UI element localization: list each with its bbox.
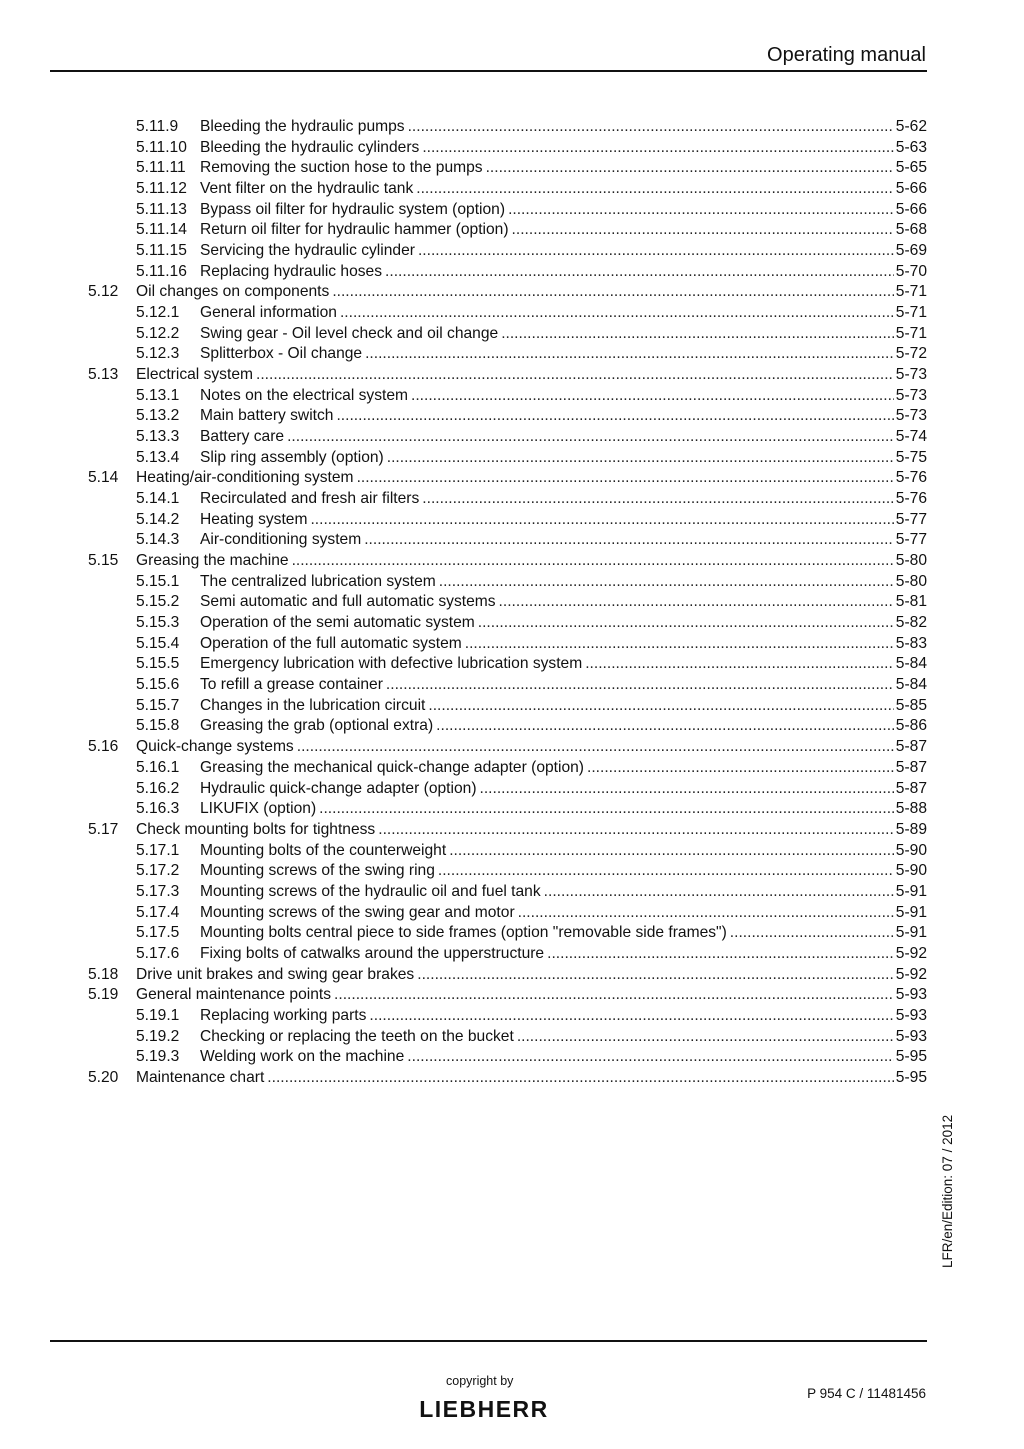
brand-wordmark: LIEBHERR: [419, 1398, 549, 1420]
toc-title-leader: [200, 758, 894, 779]
toc-number: 5.16: [88, 738, 119, 756]
toc-dot-leader: [417, 965, 894, 986]
toc-dot-leader: [730, 923, 894, 944]
toc-page-number: 5-87: [895, 738, 927, 756]
toc-section: [0, 365, 1024, 386]
toc-number: 5.11.12: [136, 180, 187, 198]
toc-dot-leader: [547, 944, 894, 965]
toc-title-leader: [200, 510, 894, 531]
toc-title-leader: [200, 427, 894, 448]
toc-page-number: 5-86: [895, 717, 927, 735]
toc-title: Notes on the electrical system: [200, 386, 411, 407]
toc-section: [0, 468, 1024, 489]
toc-dot-leader: [385, 262, 894, 283]
toc-number: 5.20: [88, 1068, 119, 1086]
toc-section: [0, 282, 1024, 303]
toc-page-number: 5-93: [895, 1027, 927, 1045]
toc-title-leader: [136, 820, 894, 841]
toc-dot-leader: [428, 696, 894, 717]
toc-section: [0, 965, 1024, 986]
toc-title: General information: [200, 303, 340, 324]
toc-title: Vent filter on the hydraulic tank: [200, 179, 416, 200]
toc-number: 5.12.2: [136, 324, 180, 342]
page-title: Operating manual: [767, 44, 926, 66]
toc-number: 5.16.1: [136, 758, 180, 776]
toc-title: Battery care: [200, 427, 287, 448]
toc-subsection: [0, 344, 1024, 365]
toc-page-number: 5-74: [895, 428, 927, 446]
toc-title-leader: [200, 489, 894, 510]
toc-dot-leader: [336, 406, 894, 427]
toc-title: Fixing bolts of catwalks around the upperstructure: [200, 944, 547, 965]
toc-section: [0, 1068, 1024, 1089]
toc-page-number: 5-83: [895, 634, 927, 652]
toc-page-number: 5-77: [895, 531, 927, 549]
header-rule: [50, 70, 927, 72]
toc-page-number: 5-71: [895, 324, 927, 342]
toc-dot-leader: [517, 1027, 894, 1048]
toc-title: Greasing the grab (optional extra): [200, 716, 436, 737]
toc-number: 5.11.9: [136, 118, 179, 135]
toc-title-leader: [200, 944, 894, 965]
toc-number: 5.14.3: [136, 531, 180, 549]
toc-dot-leader: [438, 861, 894, 882]
toc-page-number: 5-84: [895, 676, 927, 694]
toc-page-number: 5-87: [895, 779, 927, 797]
toc-title: Quick-change systems: [136, 737, 297, 758]
toc-number: 5.12: [88, 283, 119, 301]
toc-dot-leader: [319, 799, 894, 820]
toc-subsection: [0, 117, 1024, 138]
toc-title-leader: [200, 262, 894, 283]
toc-dot-leader: [418, 241, 894, 262]
toc-number: 5.14.2: [136, 510, 180, 528]
toc-title-leader: [200, 344, 894, 365]
toc-subsection: [0, 1047, 1024, 1068]
toc-title-leader: [200, 1006, 894, 1027]
toc-number: 5.15.3: [136, 614, 180, 632]
toc-number: 5.12.1: [136, 304, 180, 322]
toc-title-leader: [200, 406, 894, 427]
toc-title-leader: [200, 572, 894, 593]
toc-dot-leader: [267, 1068, 894, 1089]
toc-subsection: [0, 386, 1024, 407]
toc-title: Greasing the mechanical quick-change adapter (option): [200, 758, 587, 779]
toc-page-number: 5-73: [895, 407, 927, 425]
toc-title-leader: [200, 220, 894, 241]
toc-title-leader: [200, 448, 894, 469]
toc-subsection: [0, 448, 1024, 469]
toc-dot-leader: [357, 468, 894, 489]
toc-dot-leader: [508, 200, 894, 221]
toc-section: [0, 551, 1024, 572]
toc-dot-leader: [436, 716, 894, 737]
toc-title-leader: [136, 965, 894, 986]
toc-dot-leader: [297, 737, 894, 758]
toc-section: [0, 820, 1024, 841]
toc-title: Emergency lubrication with defective lubrication system: [200, 654, 585, 675]
toc-title-leader: [200, 324, 894, 345]
toc-dot-leader: [422, 138, 894, 159]
toc-subsection: [0, 654, 1024, 675]
toc-number: 5.16.3: [136, 800, 180, 818]
toc-title-leader: [200, 696, 894, 717]
toc-number: 5.17.2: [136, 862, 180, 880]
toc-dot-leader: [518, 903, 894, 924]
toc-title-leader: [200, 138, 894, 159]
toc-page-number: 5-91: [895, 924, 927, 942]
document-id: P 954 C / 11481456: [807, 1386, 926, 1401]
toc-title-leader: [136, 1068, 894, 1089]
toc-dot-leader: [292, 551, 894, 572]
toc-title-leader: [200, 200, 894, 221]
toc-page-number: 5-73: [895, 386, 927, 404]
toc-title: Bypass oil filter for hydraulic system (option): [200, 200, 508, 221]
toc-dot-leader: [416, 179, 894, 200]
toc-dot-leader: [365, 344, 894, 365]
toc-title: Servicing the hydraulic cylinder: [200, 241, 418, 262]
toc-page-number: 5-77: [895, 510, 927, 528]
toc-page-number: 5-75: [895, 448, 927, 466]
toc-page-number: 5-63: [895, 138, 927, 156]
toc-title: Semi automatic and full automatic systems: [200, 592, 499, 613]
toc-page-number: 5-73: [895, 366, 927, 384]
toc-title-leader: [200, 530, 894, 551]
toc-page-number: 5-82: [895, 614, 927, 632]
toc-number: 5.15.8: [136, 717, 180, 735]
toc-subsection: [0, 696, 1024, 717]
toc-title: General maintenance points: [136, 985, 334, 1006]
toc-number: 5.19.1: [136, 1006, 180, 1024]
toc-page-number: 5-90: [895, 841, 927, 859]
toc-page-number: 5-66: [895, 200, 927, 218]
toc-number: 5.17.4: [136, 903, 180, 921]
toc-dot-leader: [499, 592, 894, 613]
toc-dot-leader: [386, 675, 894, 696]
toc-title-leader: [136, 985, 894, 1006]
toc-title: LIKUFIX (option): [200, 799, 319, 820]
toc-dot-leader: [478, 613, 894, 634]
toc-page-number: 5-95: [895, 1068, 927, 1086]
toc-title-leader: [200, 241, 894, 262]
toc-dot-leader: [587, 758, 894, 779]
edition-note: LFR/en/Edition: 07 / 2012: [940, 1114, 955, 1268]
toc-title: Main battery switch: [200, 406, 336, 427]
toc-number: 5.17.3: [136, 882, 180, 900]
toc-title-leader: [200, 799, 894, 820]
toc-subsection: [0, 861, 1024, 882]
toc-number: 5.11.15: [136, 242, 187, 260]
toc-title: Oil changes on components: [136, 282, 332, 303]
toc-subsection: [0, 179, 1024, 200]
toc-page-number: 5-85: [895, 696, 927, 714]
toc-title: Operation of the full automatic system: [200, 634, 465, 655]
toc-subsection: [0, 158, 1024, 179]
toc-subsection: [0, 572, 1024, 593]
toc-subsection: [0, 262, 1024, 283]
toc-number: 5.17: [88, 820, 119, 838]
toc-section: [0, 737, 1024, 758]
toc-dot-leader: [480, 779, 894, 800]
toc-title: Swing gear - Oil level check and oil change: [200, 324, 501, 345]
toc-page-number: 5-81: [895, 593, 927, 611]
toc-page-number: 5-65: [895, 159, 927, 177]
toc-number: 5.19: [88, 986, 119, 1004]
toc-subsection: [0, 241, 1024, 262]
toc-subsection: [0, 220, 1024, 241]
toc-number: 5.13: [88, 366, 119, 384]
toc-title: Bleeding the hydraulic pumps: [200, 117, 408, 138]
toc-number: 5.14: [88, 469, 119, 487]
toc-dot-leader: [256, 365, 894, 386]
toc-page-number: 5-66: [895, 180, 927, 198]
toc-title-leader: [200, 841, 894, 862]
toc-dot-leader: [439, 572, 894, 593]
toc-number: 5.12.3: [136, 345, 180, 363]
toc-page-number: 5-93: [895, 1006, 927, 1024]
toc-title-leader: [200, 903, 894, 924]
toc-title: Mounting bolts of the counterweight: [200, 841, 449, 862]
toc-number: 5.17.5: [136, 924, 180, 942]
toc-title: Mounting screws of the swing gear and motor: [200, 903, 518, 924]
toc-title: To refill a grease container: [200, 675, 386, 696]
toc-subsection: [0, 303, 1024, 324]
toc-page-number: 5-95: [895, 1048, 927, 1066]
toc-subsection: [0, 779, 1024, 800]
toc-dot-leader: [501, 324, 894, 345]
toc-dot-leader: [449, 841, 894, 862]
toc-dot-leader: [369, 1006, 894, 1027]
toc-title-leader: [200, 634, 894, 655]
toc-subsection: [0, 138, 1024, 159]
toc-subsection: [0, 716, 1024, 737]
toc-subsection: [0, 613, 1024, 634]
toc-title-leader: [200, 923, 894, 944]
toc-title-leader: [136, 551, 894, 572]
toc-title: Replacing working parts: [200, 1006, 369, 1027]
toc-title-leader: [200, 592, 894, 613]
toc-page-number: 5-80: [895, 552, 927, 570]
toc-subsection: [0, 324, 1024, 345]
toc-number: 5.11.16: [136, 262, 187, 280]
toc-number: 5.16.2: [136, 779, 180, 797]
toc-title-leader: [200, 861, 894, 882]
toc-title-leader: [200, 158, 894, 179]
toc-subsection: [0, 200, 1024, 221]
toc-title: Replacing hydraulic hoses: [200, 262, 385, 283]
toc-title-leader: [200, 303, 894, 324]
toc-title: Hydraulic quick-change adapter (option): [200, 779, 480, 800]
toc-subsection: [0, 675, 1024, 696]
toc-dot-leader: [287, 427, 894, 448]
toc-dot-leader: [422, 489, 894, 510]
copyright-label: copyright by: [446, 1374, 514, 1388]
toc-page-number: 5-87: [895, 758, 927, 776]
toc-title-leader: [200, 716, 894, 737]
toc-number: 5.15.6: [136, 676, 180, 694]
toc-dot-leader: [334, 985, 894, 1006]
toc-title-leader: [200, 386, 894, 407]
toc-page-number: 5-80: [895, 572, 927, 590]
toc-dot-leader: [486, 158, 894, 179]
toc-subsection: [0, 592, 1024, 613]
toc-title: Mounting screws of the swing ring: [200, 861, 438, 882]
toc-title-leader: [136, 365, 894, 386]
toc-number: 5.13.4: [136, 448, 180, 466]
toc-title-leader: [200, 779, 894, 800]
toc-subsection: [0, 530, 1024, 551]
toc-dot-leader: [411, 386, 894, 407]
toc-subsection: [0, 923, 1024, 944]
toc-page-number: 5-91: [895, 903, 927, 921]
toc-dot-leader: [585, 654, 894, 675]
toc-subsection: [0, 634, 1024, 655]
toc-title: Removing the suction hose to the pumps: [200, 158, 486, 179]
toc-dot-leader: [310, 510, 894, 531]
toc-subsection: [0, 758, 1024, 779]
toc-page-number: 5-90: [895, 862, 927, 880]
toc-title: Bleeding the hydraulic cylinders: [200, 138, 422, 159]
toc-title: Operation of the semi automatic system: [200, 613, 478, 634]
toc-page-number: 5-84: [895, 655, 927, 673]
toc-dot-leader: [408, 117, 894, 138]
toc-title: Welding work on the machine: [200, 1047, 407, 1068]
toc-page-number: 5-92: [895, 965, 927, 983]
toc-number: 5.14.1: [136, 490, 180, 508]
toc-page-number: 5-71: [895, 304, 927, 322]
toc-dot-leader: [465, 634, 894, 655]
toc-number: 5.11.13: [136, 200, 187, 218]
toc-title-leader: [200, 675, 894, 696]
toc-title: Heating system: [200, 510, 310, 531]
toc-subsection: [0, 841, 1024, 862]
toc-title-leader: [200, 654, 894, 675]
toc-number: 5.18: [88, 965, 119, 983]
toc-subsection: [0, 489, 1024, 510]
toc-title: Checking or replacing the teeth on the bucket: [200, 1027, 517, 1048]
toc-number: 5.15.1: [136, 572, 180, 590]
toc-title: Greasing the machine: [136, 551, 292, 572]
toc-subsection: [0, 1006, 1024, 1027]
toc-dot-leader: [378, 820, 894, 841]
toc-subsection: [0, 427, 1024, 448]
toc-page-number: 5-76: [895, 490, 927, 508]
toc-dot-leader: [407, 1047, 894, 1068]
footer-rule: [50, 1340, 927, 1342]
toc-subsection: [0, 406, 1024, 427]
toc-title: Mounting bolts central piece to side frames (option "removable side frames"): [200, 923, 730, 944]
toc-number: 5.17.1: [136, 841, 180, 859]
toc-number: 5.11.11: [136, 159, 186, 177]
toc-page-number: 5-62: [895, 118, 927, 135]
toc-title: Air-conditioning system: [200, 530, 364, 551]
toc-number: 5.15.4: [136, 634, 180, 652]
toc-subsection: [0, 882, 1024, 903]
toc-title-leader: [136, 468, 894, 489]
liebherr-logo: [404, 1398, 564, 1420]
toc-number: 5.15.7: [136, 696, 180, 714]
toc-number: 5.15.5: [136, 655, 180, 673]
toc-title: Maintenance chart: [136, 1068, 267, 1089]
toc-dot-leader: [340, 303, 894, 324]
toc-title-leader: [136, 737, 894, 758]
toc-number: 5.15: [88, 552, 119, 570]
toc-title-leader: [200, 179, 894, 200]
toc-page-number: 5-72: [895, 345, 927, 363]
toc-number: 5.13.1: [136, 386, 180, 404]
toc-title-leader: [136, 282, 894, 303]
toc-title: Electrical system: [136, 365, 256, 386]
toc-dot-leader: [332, 282, 894, 303]
toc-title: Splitterbox - Oil change: [200, 344, 365, 365]
toc-page-number: 5-88: [895, 800, 927, 818]
toc-dot-leader: [512, 220, 894, 241]
toc-title: Return oil filter for hydraulic hammer (option): [200, 220, 512, 241]
toc-number: 5.13.2: [136, 407, 180, 425]
toc-section: [0, 985, 1024, 1006]
toc-number: 5.19.3: [136, 1048, 180, 1066]
toc-page-number: 5-76: [895, 469, 927, 487]
toc-dot-leader: [387, 448, 894, 469]
toc-page-number: 5-70: [895, 262, 927, 280]
toc-dot-leader: [364, 530, 894, 551]
toc-title-leader: [200, 117, 894, 138]
toc-subsection: [0, 1027, 1024, 1048]
toc-title-leader: [200, 613, 894, 634]
toc-title: Mounting screws of the hydraulic oil and fuel tank: [200, 882, 544, 903]
toc-title: Drive unit brakes and swing gear brakes: [136, 965, 417, 986]
toc-page-number: 5-69: [895, 242, 927, 260]
toc-page-number: 5-93: [895, 986, 927, 1004]
toc-number: 5.11.10: [136, 138, 187, 156]
toc-subsection: [0, 510, 1024, 531]
toc-title: Recirculated and fresh air filters: [200, 489, 422, 510]
toc-title: Check mounting bolts for tightness: [136, 820, 378, 841]
toc-title: Slip ring assembly (option): [200, 448, 387, 469]
toc-number: 5.11.14: [136, 221, 187, 239]
toc-title: Changes in the lubrication circuit: [200, 696, 428, 717]
toc-subsection: [0, 944, 1024, 965]
toc-title-leader: [200, 1047, 894, 1068]
toc-page-number: 5-89: [895, 820, 927, 838]
toc-page-number: 5-68: [895, 221, 927, 239]
toc-number: 5.13.3: [136, 428, 180, 446]
toc-page-number: 5-71: [895, 283, 927, 301]
toc-title: Heating/air-conditioning system: [136, 468, 357, 489]
toc-subsection: [0, 903, 1024, 924]
toc-subsection: [0, 799, 1024, 820]
toc-number: 5.17.6: [136, 944, 180, 962]
toc-number: 5.19.2: [136, 1027, 180, 1045]
toc-page-number: 5-91: [895, 882, 927, 900]
toc-number: 5.15.2: [136, 593, 180, 611]
toc-title: The centralized lubrication system: [200, 572, 439, 593]
table-of-contents: [0, 117, 1024, 1089]
toc-title-leader: [200, 882, 894, 903]
toc-dot-leader: [544, 882, 894, 903]
toc-title-leader: [200, 1027, 894, 1048]
toc-page-number: 5-92: [895, 944, 927, 962]
